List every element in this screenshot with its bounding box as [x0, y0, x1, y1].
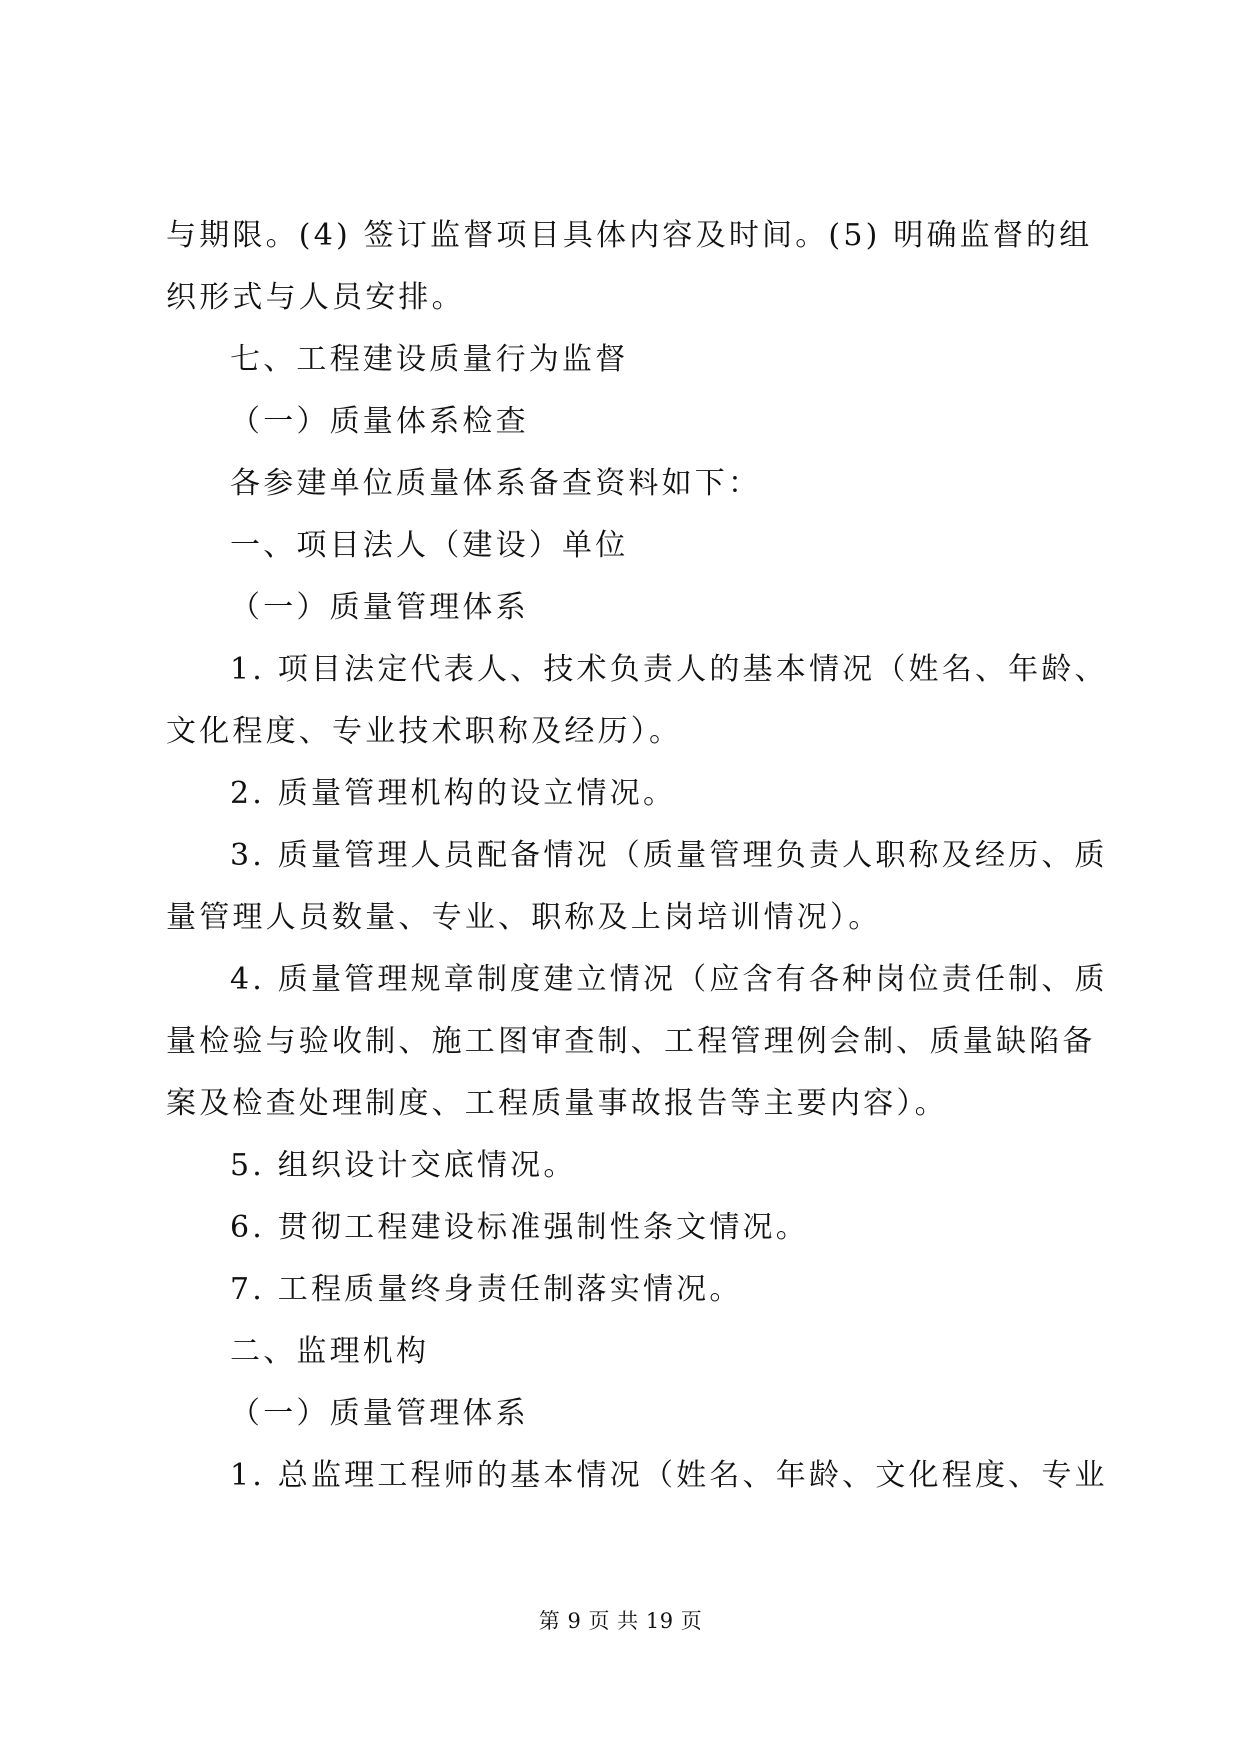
list-item-line: 案及检查处理制度、工程质量事故报告等主要内容）。	[166, 1086, 948, 1121]
list-item-line: 文化程度、专业技术职称及经历）。	[166, 714, 683, 749]
list-item-line: 4. 质量管理规章制度建立情况（应含有各种岗位责任制、质	[230, 962, 1108, 997]
section-heading: 七、工程建设质量行为监督	[230, 342, 629, 377]
body-line-2: 织形式与人员安排。	[166, 280, 465, 315]
list-item-line: 6. 贯彻工程建设标准强制性条文情况。	[230, 1210, 809, 1245]
section-heading: 二、监理机构	[230, 1334, 430, 1369]
subsection-heading: （一）质量体系检查	[230, 404, 529, 439]
body-line-1: 与期限。(4) 签订监督项目具体内容及时间。(5) 明确监督的组	[166, 218, 1093, 253]
list-item-line: 1. 总监理工程师的基本情况（姓名、年龄、文化程度、专业	[230, 1458, 1108, 1493]
subsection-heading: （一）质量管理体系	[230, 590, 529, 625]
list-item-line: 3. 质量管理人员配备情况（质量管理负责人职称及经历、质	[230, 838, 1108, 873]
subsection-heading: （一）质量管理体系	[230, 1396, 529, 1431]
list-item-line: 2. 质量管理机构的设立情况。	[230, 776, 677, 811]
list-item-line: 1. 项目法定代表人、技术负责人的基本情况（姓名、年龄、	[230, 652, 1108, 687]
list-item-line: 5. 组织设计交底情况。	[230, 1148, 577, 1183]
page-number-footer: 第 9 页 共 19 页	[538, 1609, 703, 1633]
section-heading: 一、项目法人（建设）单位	[230, 528, 629, 563]
list-item-line: 7. 工程质量终身责任制落实情况。	[230, 1272, 743, 1307]
list-item-line: 量管理人员数量、专业、职称及上岗培训情况）。	[166, 900, 882, 935]
list-item-line: 量检验与验收制、施工图审查制、工程管理例会制、质量缺陷备	[166, 1024, 1096, 1059]
body-line-5: 各参建单位质量体系备查资料如下：	[230, 466, 762, 501]
